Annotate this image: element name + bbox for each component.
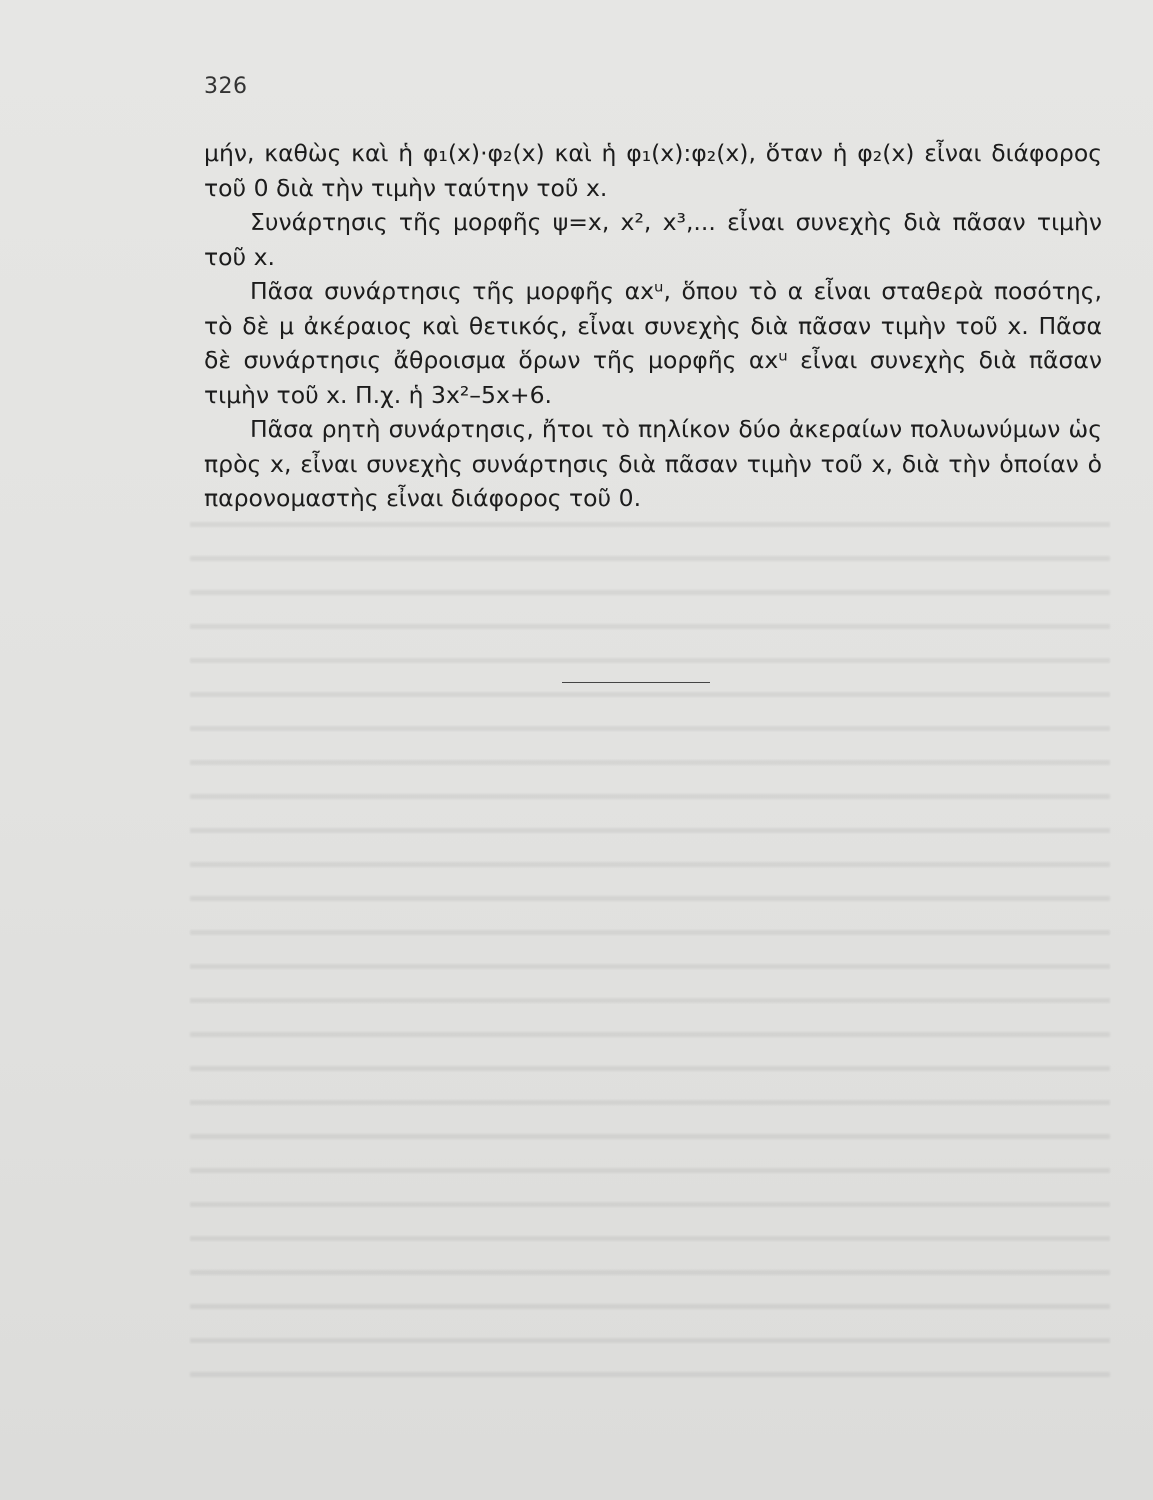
- show-through-text: [190, 500, 1110, 1380]
- paragraph-power-functions: Συνάρτησις τῆς μορφῆς ψ=x, x², x³,... εἶναι συνεχὴς διὰ πᾶσαν τιμὴν τοῦ x.: [204, 208, 1102, 271]
- body-text: [204, 136, 1102, 516]
- section-divider-rule: [562, 682, 710, 683]
- paragraph-continuation: μήν, καθὼς καὶ ἡ φ₁(x)·φ₂(x) καὶ ἡ φ₁(x):φ₂(x), ὅταν ἡ φ₂(x) εἶναι διάφορος τοῦ 0 διὰ τὴν τιμὴν ταύτην τοῦ x.: [204, 139, 1102, 202]
- paragraph-rational-functions: Πᾶσα ρητὴ συνάρτησις, ἤτοι τὸ πηλίκον δύο ἀκεραίων πολυωνύμων ὡς πρὸς x, εἶναι συνεχὴς συνάρτησις διὰ πᾶσαν τιμὴν τοῦ x, διὰ τὴν ὁποίαν ὁ παρονομαστὴς εἶναι διάφορος τοῦ 0.: [204, 415, 1102, 512]
- page-number: 326: [204, 74, 248, 99]
- paragraph-polynomial-terms: Πᾶσα συνάρτησις τῆς μορφῆς αxᵘ, ὅπου τὸ α εἶναι σταθερὰ ποσότης, τὸ δὲ μ ἀκέραιος καὶ θετικός, εἶναι συνεχὴς διὰ πᾶσαν τιμὴν τοῦ x. Πᾶσα δὲ συνάρτησις ἄθροισμα ὅρων τῆς μορφῆς αxᵘ εἶναι συνεχὴς διὰ πᾶσαν τιμὴν τοῦ x. Π.χ. ἡ 3x²–5x+6.: [204, 277, 1102, 409]
